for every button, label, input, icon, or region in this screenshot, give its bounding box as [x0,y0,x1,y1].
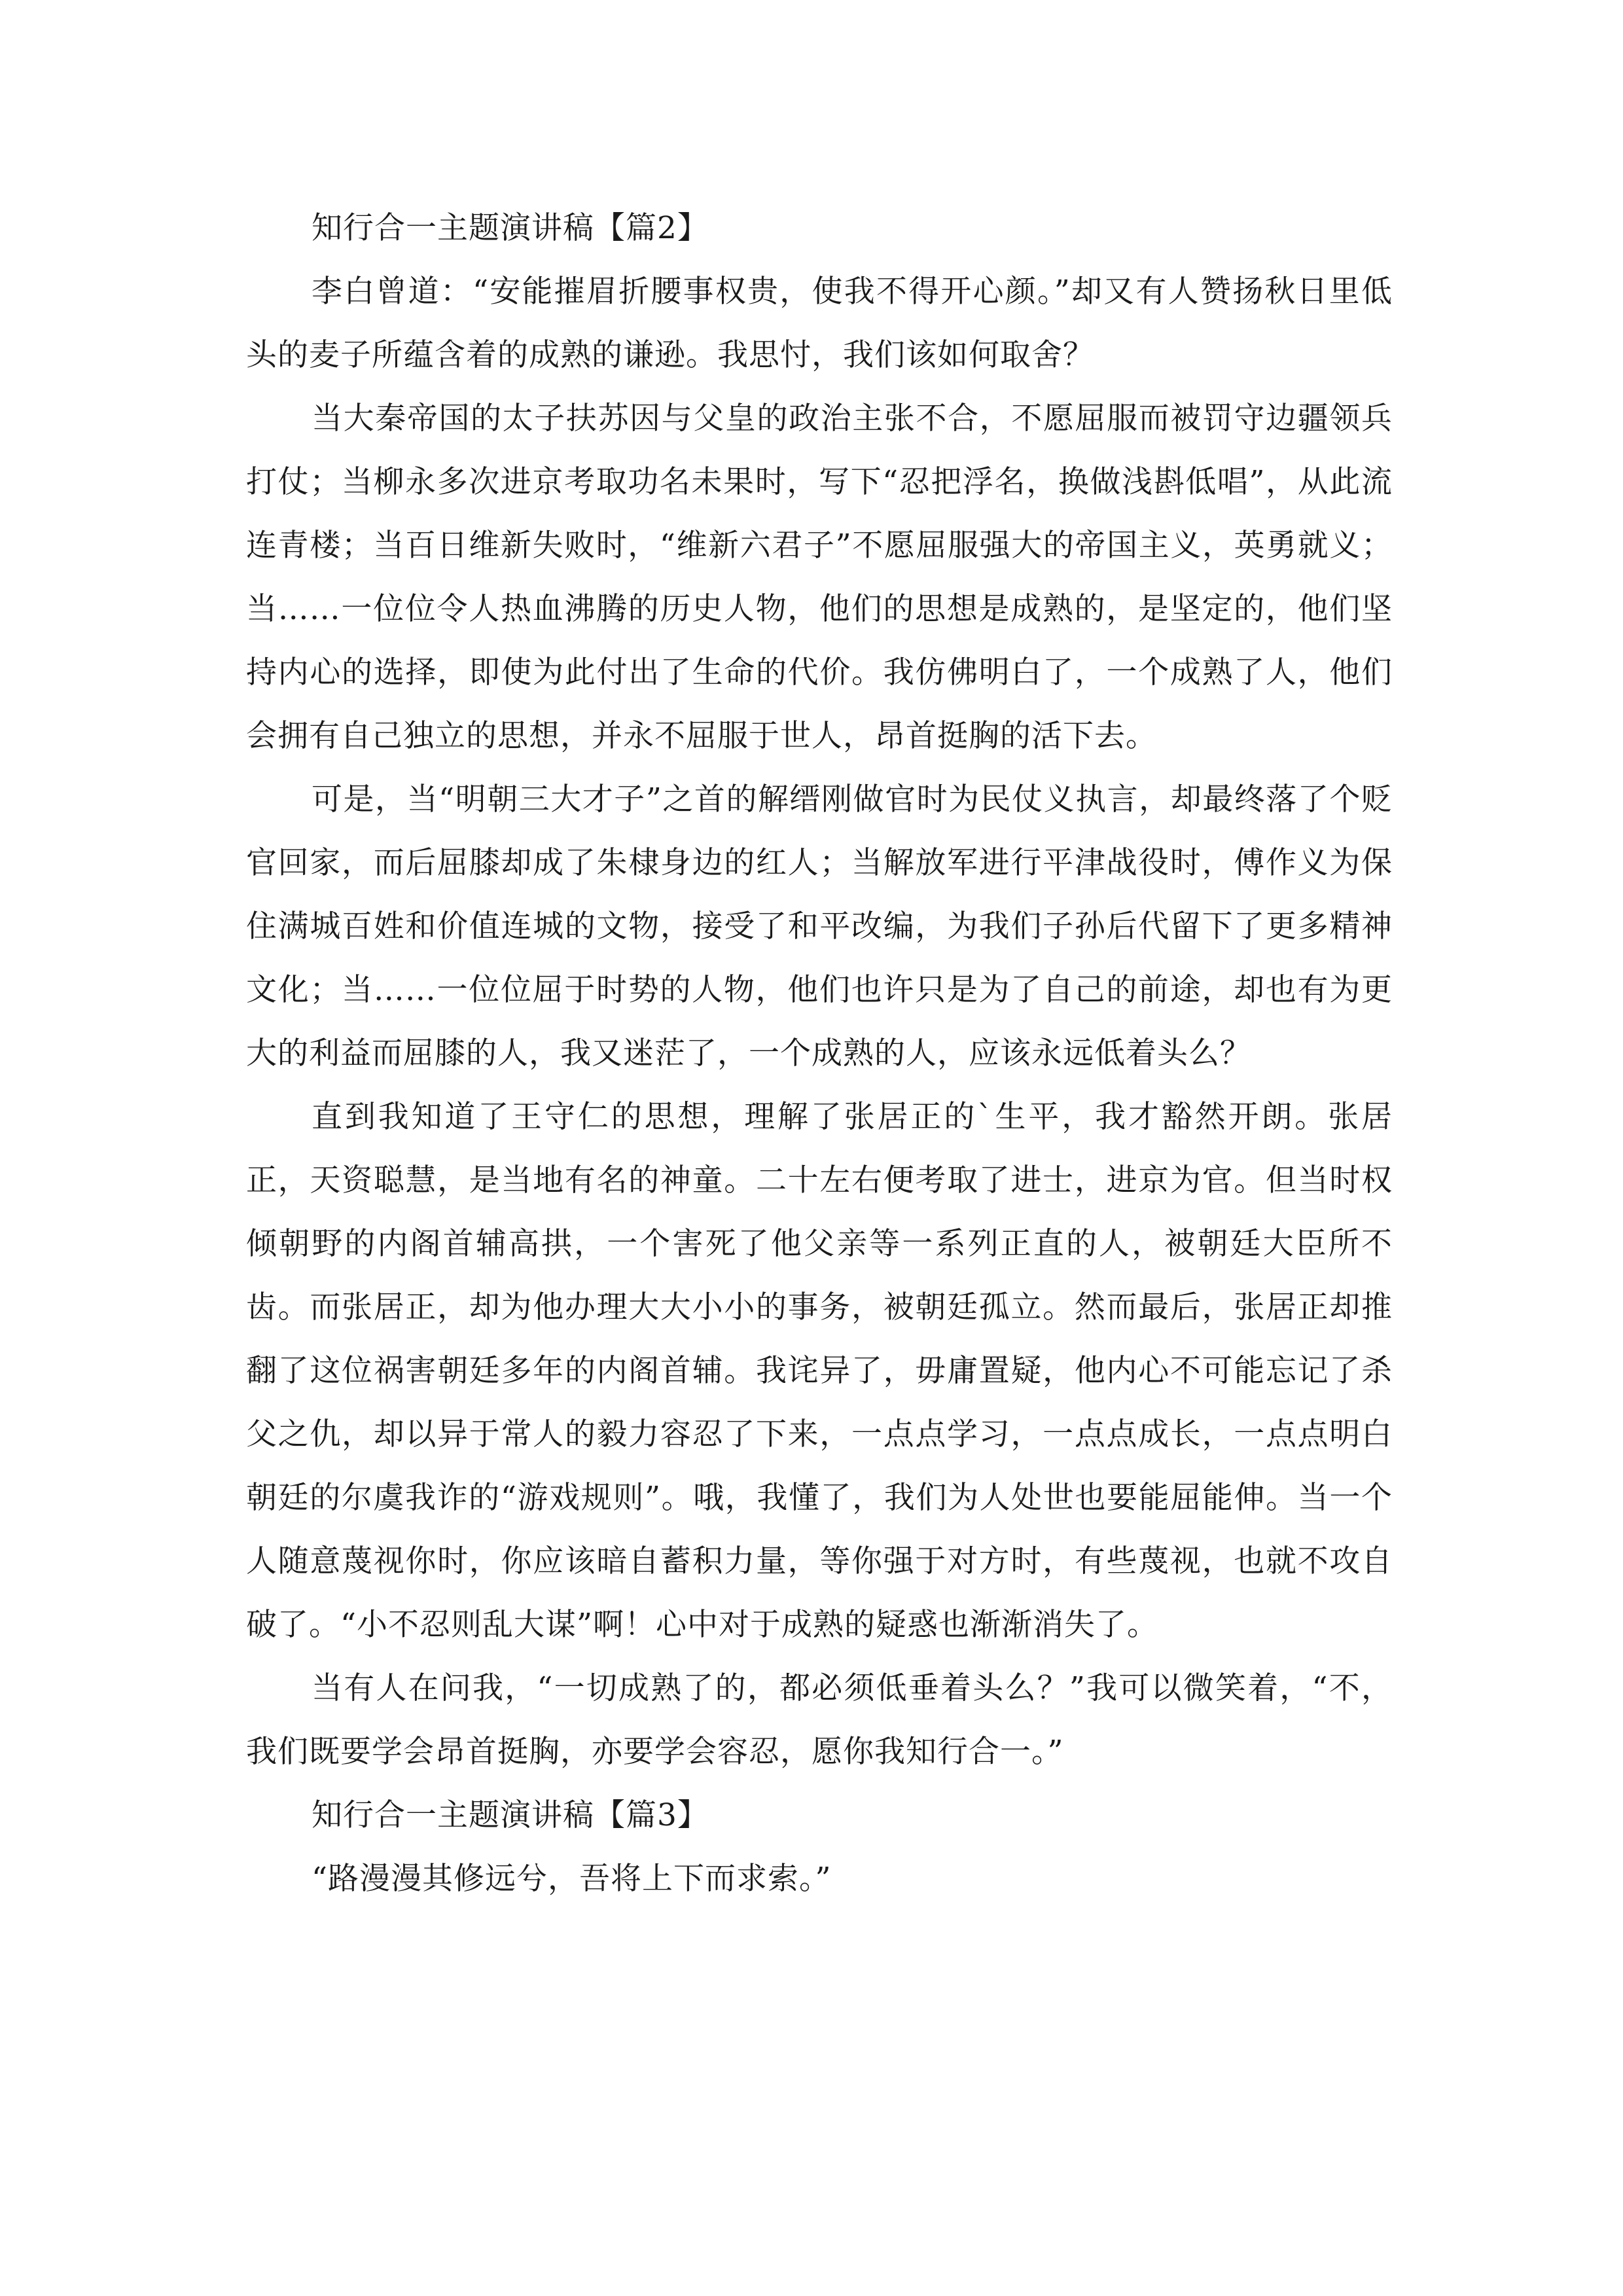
closing-quote: “路漫漫其修远兮，吾将上下而求索。” [312,1861,832,1897]
paragraph-4: 直到我知道了王守仁的思想，理解了张居正的`生平，我才豁然开朗。张居正，天资聪慧，是当地有名的神童。二十左右便考取了进士，进京为官。但当时权倾朝野的内阁首辅高拱，一个害死了他父亲等一系列正直的人，被朝廷大臣所不齿。而张居正，却为他办理大大小小的事务，被朝廷孤立。然而最后，张居正却推翻了这位祸害朝廷多年的内阁首辅。我诧异了，毋庸置疑，他内心不可能忘记了杀父之仇，却以异于常人的毅力容忍了下来，一点点学习，一点点成长，一点点明白朝廷的尔虞我诈的“游戏规则”。哦，我懂了，我们为人处世也要能屈能伸。当一个人随意蔑视你时，你应该暗自蓄积力量，等你强于对方时，有些蔑视，也就不攻自破了。“小不忍则乱大谋”啊！心中对于成熟的疑惑也渐渐消失了。 [246,1099,1393,1643]
section-heading-2: 知行合一主题演讲稿【篇2】 [312,210,709,246]
document-body [246,196,1393,1910]
section-heading-3: 知行合一主题演讲稿【篇3】 [312,1797,709,1833]
paragraph-2: 当大秦帝国的太子扶苏因与父皇的政治主张不合，不愿屈服而被罚守边疆领兵打仗；当柳永多次进京考取功名未果时，写下“忍把浮名，换做浅斟低唱”，从此流连青楼；当百日维新失败时，“维新六君子”不愿屈服强大的帝国主义，英勇就义；当……一位位令人热血沸腾的历史人物，他们的思想是成熟的，是坚定的，他们坚持内心的选择，即使为此付出了生命的代价。我仿佛明白了，一个成熟了人，他们会拥有自己独立的思想，并永不屈服于世人，昂首挺胸的活下去。 [246,401,1393,754]
paragraph-5: 当有人在问我，“一切成熟了的，都必须低垂着头么？”我可以微笑着，“不，我们既要学会昂首挺胸，亦要学会容忍，愿你我知行合一。” [246,1670,1393,1770]
paragraph-3: 可是，当“明朝三大才子”之首的解缙刚做官时为民仗义执言，却最终落了个贬官回家，而后屈膝却成了朱棣身边的红人；当解放军进行平津战役时，傅作义为保住满城百姓和价值连城的文物，接受了和平改编，为我们子孙后代留下了更多精神文化；当……一位位屈于时势的人物，他们也许只是为了自己的前途，却也有为更大的利益而屈膝的人，我又迷茫了，一个成熟的人，应该永远低着头么？ [246,781,1393,1071]
paragraph-1: 李白曾道：“安能摧眉折腰事权贵，使我不得开心颜。”却又有人赞扬秋日里低头的麦子所蕴含着的成熟的谦逊。我思忖，我们该如何取舍？ [246,274,1393,373]
